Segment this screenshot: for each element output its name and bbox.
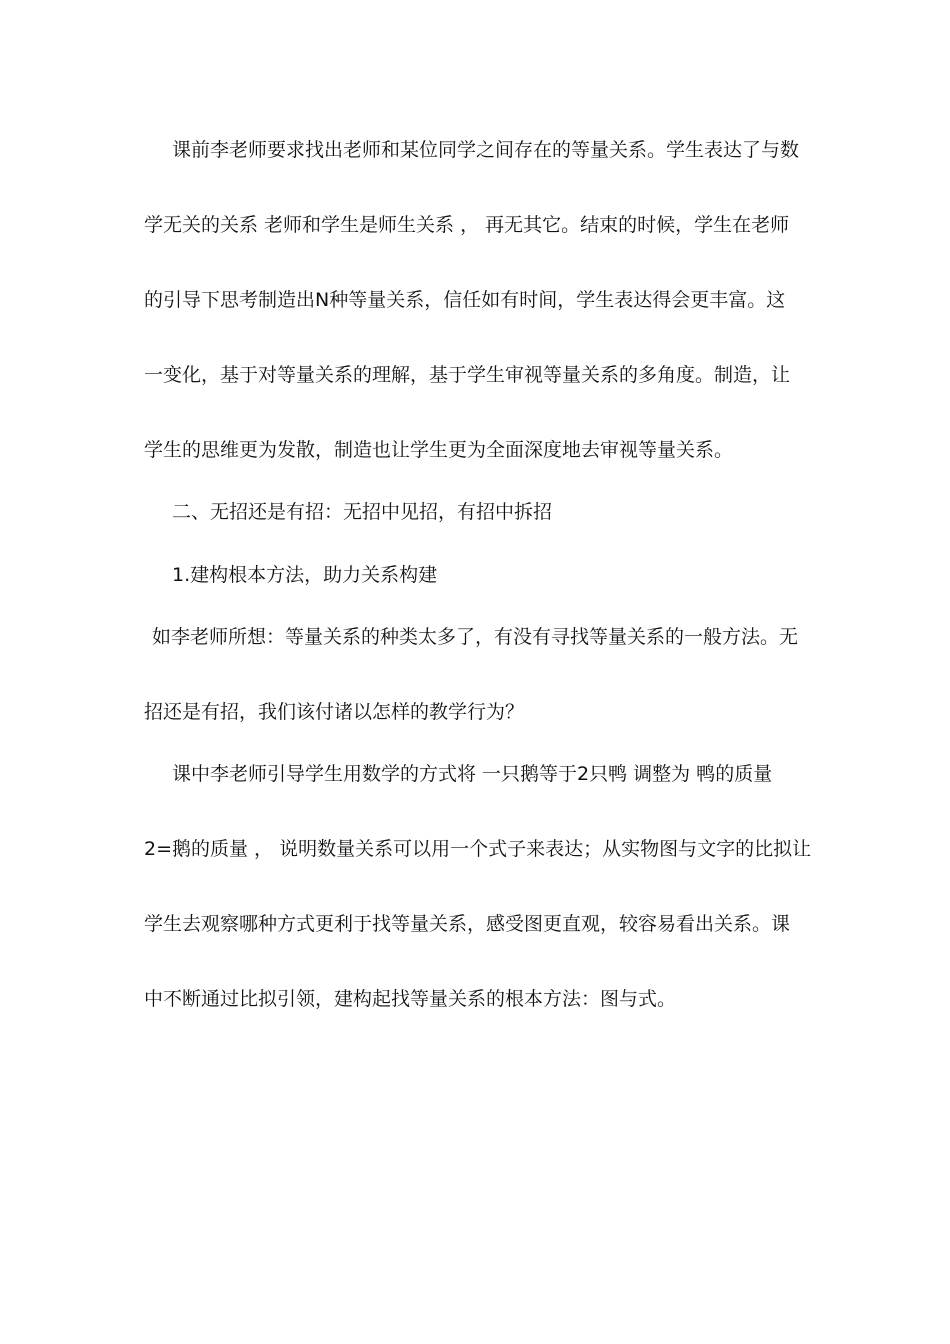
paragraph-1-line-3: 的引导下思考制造出N种等量关系，信任如有时间，学生表达得会更丰富。这 [144, 289, 786, 311]
paragraph-3-line-4: 中不断通过比拟引领，建构起找等量关系的根本方法：图与式。 [144, 988, 677, 1010]
paragraph-1-line-5: 学生的思维更为发散，制造也让学生更为全面深度地去审视等量关系。 [144, 439, 734, 461]
subsection-heading: 1.建构根本方法，助力关系构建 [172, 564, 438, 586]
paragraph-2-line-2: 招还是有招，我们该付诸以怎样的教学行为？ [144, 701, 525, 723]
section-heading: 二、无招还是有招：无招中见招，有招中拆招 [172, 501, 553, 523]
paragraph-1-line-4: 一变化，基于对等量关系的理解，基于学生审视等量关系的多角度。制造，让 [144, 364, 791, 386]
paragraph-1-line-2: 学无关的关系 老师和学生是师生关系 ， 再无其它。结束的时候，学生在老师 [144, 214, 790, 236]
paragraph-3-line-2: 2=鹅的质量 ， 说明数量关系可以用一个式子来表达；从实物图与文字的比拟让 [144, 838, 812, 860]
paragraph-3-line-3: 学生去观察哪种方式更利于找等量关系，感受图更直观，较容易看出关系。课 [144, 913, 791, 935]
paragraph-3-line-1: 课中李老师引导学生用数学的方式将 一只鹅等于2只鸭 调整为 鸭的质量 [172, 763, 773, 785]
paragraph-1-line-1: 课前李老师要求找出老师和某位同学之间存在的等量关系。学生表达了与数 [172, 139, 800, 161]
paragraph-2-line-1: 如李老师所想：等量关系的种类太多了，有没有寻找等量关系的一般方法。无 [152, 626, 799, 648]
